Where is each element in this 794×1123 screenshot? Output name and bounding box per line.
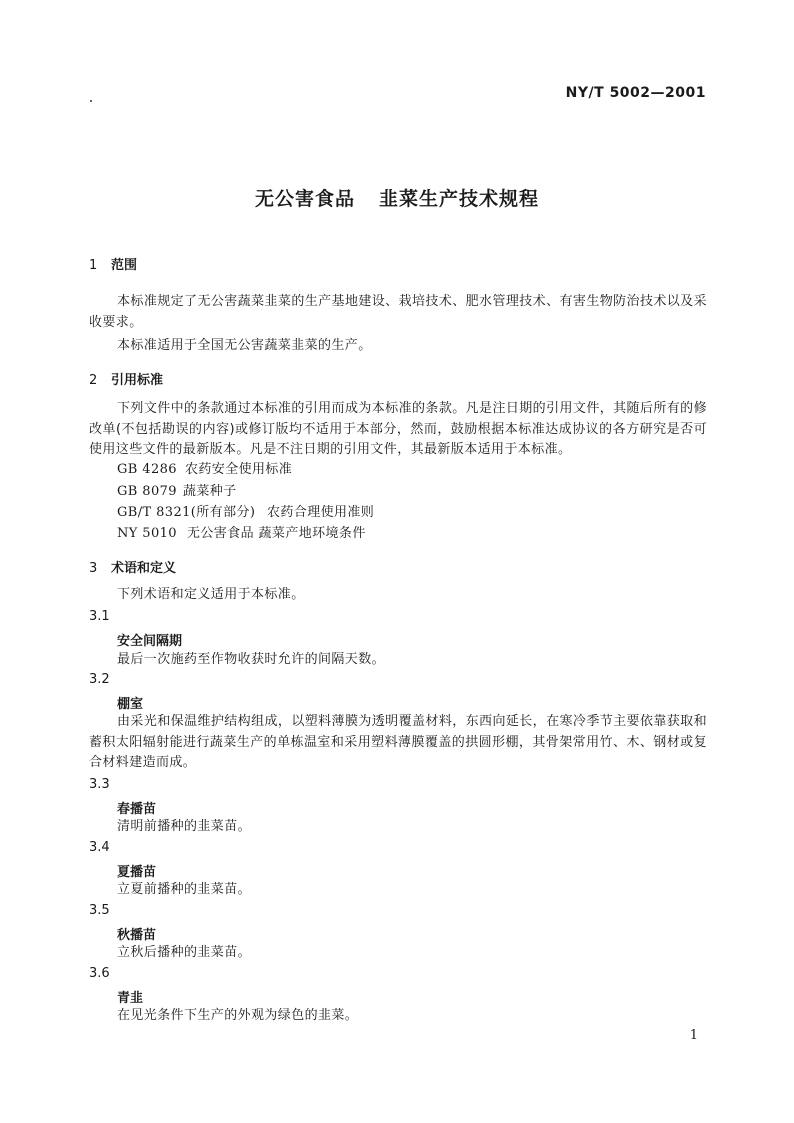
term-number: 3.6: [89, 966, 110, 981]
term-definition: 最后一次施药至作物收获时允许的间隔天数。: [117, 652, 386, 667]
term-name: 安全间隔期: [117, 634, 183, 649]
document-title: [0, 184, 794, 211]
page-number: 1: [689, 1028, 698, 1043]
reference-item: GB/T 8321(所有部分) 农药合理使用准则: [117, 505, 375, 520]
term-definition: 在见光条件下生产的外观为绿色的韭菜。: [117, 1008, 359, 1023]
section-1-paragraph-2: 本标准适用于全国无公害蔬菜韭菜的生产。: [117, 338, 372, 353]
reference-item: GB 4286 农药安全使用标准: [117, 462, 293, 477]
reference-item: GB 8079 蔬菜种子: [117, 484, 237, 499]
term-definition: 立秋后播种的韭菜苗。: [117, 945, 252, 960]
term-name: 青韭: [117, 991, 144, 1006]
title-part-2: 韭菜生产技术规程: [379, 188, 540, 210]
title-part-1: 无公害食品: [254, 188, 355, 210]
term-name: 夏播苗: [117, 865, 157, 880]
section-2-heading: 2 引用标准: [89, 373, 164, 388]
scan-speck: [90, 100, 92, 102]
term-number: 3.4: [89, 840, 110, 855]
term-number: 3.2: [89, 672, 110, 687]
section-1-heading: 1 范围: [89, 258, 138, 273]
reference-item: NY 5010 无公害食品 蔬菜产地环境条件: [117, 526, 366, 541]
section-3-heading: 3 术语和定义: [89, 561, 177, 576]
term-definition: 清明前播种的韭菜苗。: [117, 819, 252, 834]
term-definition: 立夏前播种的韭菜苗。: [117, 882, 252, 897]
term-definition: 由采光和保温维护结构组成，以塑料薄膜为透明覆盖材料，东西向延长，在寒冷季节主要依靠获取和蓄积太阳辐射能进行蔬菜生产的单栋温室和采用塑料薄膜覆盖的拱圆形棚，其骨架常用竹、木、钢材或复合材料建造而成。: [89, 714, 707, 770]
standard-number: NY/T 5002—2001: [565, 85, 706, 101]
section-2-paragraph-1: 下列文件中的条款通过本标准的引用而成为本标准的条款。凡是注日期的引用文件，其随后所有的修改单(不包括勘误的内容)或修订版均不适用于本部分，然而，鼓励根据本标准达成协议的各方研究是否可使用这些文件的最新版本。凡是不注日期的引用文件，其最新版本适用于本标准。: [89, 401, 707, 457]
term-number: 3.5: [89, 903, 110, 918]
term-number: 3.3: [89, 777, 110, 792]
section-1-paragraph-1: 本标准规定了无公害蔬菜韭菜的生产基地建设、栽培技术、肥水管理技术、有害生物防治技术以及采收要求。: [89, 294, 707, 330]
term-name: 秋播苗: [117, 928, 157, 943]
term-name: 棚室: [117, 697, 144, 712]
term-name: 春播苗: [117, 802, 157, 817]
section-3-paragraph-1: 下列术语和定义适用于本标准。: [117, 587, 305, 602]
term-number: 3.1: [89, 609, 110, 624]
